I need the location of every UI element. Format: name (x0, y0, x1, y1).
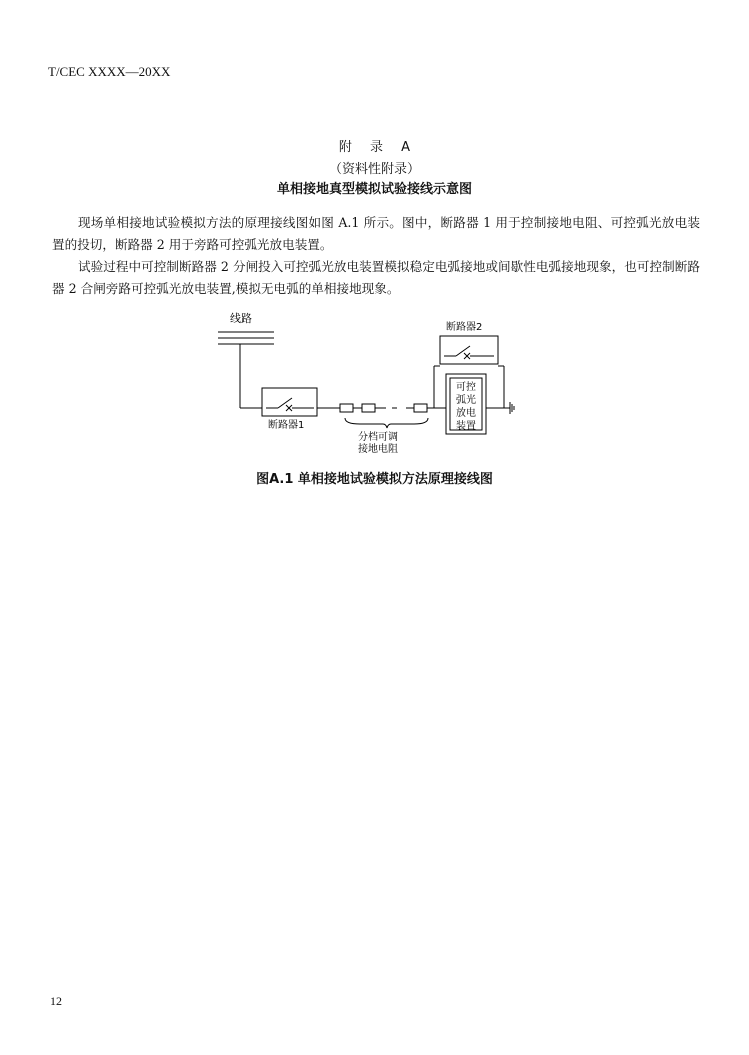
adjustable-resistor (340, 404, 428, 428)
resistor-label-1: 分档可调 (358, 432, 398, 443)
bus-lines (218, 332, 274, 344)
appendix-subtitle: 单相接地真型模拟试验接线示意图 (276, 182, 472, 197)
arc-device-line-1: 可控 (456, 382, 476, 393)
appendix-type: （资料性附录） (328, 162, 420, 177)
breaker-1-label: 断路器1 (268, 420, 305, 431)
figure-caption: 图A.1 单相接地试验模拟方法原理接线图 (256, 472, 493, 487)
breaker-1 (262, 388, 317, 416)
arc-device-line-3: 放电 (456, 408, 476, 419)
standard-code: T/CEC XXXX—20XX (48, 64, 171, 79)
breaker-2-label: 断路器2 (446, 322, 483, 333)
appendix-title: 附 录 A (338, 140, 411, 155)
wiring-diagram (200, 306, 530, 460)
page-number: 12 (50, 994, 62, 1008)
paragraph-1: 现场单相接地试验模拟方法的原理接线图如图 A.1 所示。图中，断路器 1 用于控制接地电阻、可控弧光放电装置的投切，断路器 2 用于旁路可控弧光放电装置。 (52, 215, 700, 252)
breaker-2 (440, 336, 498, 364)
resistor-label-2: 接地电阻 (358, 444, 398, 455)
line-label: 线路 (230, 312, 252, 325)
arc-device-line-2: 弧光 (456, 395, 476, 406)
arc-device-line-4: 装置 (456, 421, 476, 432)
ground-icon (510, 402, 514, 414)
paragraph-2: 试验过程中可控制断路器 2 分闸投入可控弧光放电装置模拟稳定电弧接地或间歇性电弧接地现象，也可控制断路器 2 合闸旁路可控弧光放电装置,模拟无电弧的单相接地现象。 (52, 259, 700, 296)
